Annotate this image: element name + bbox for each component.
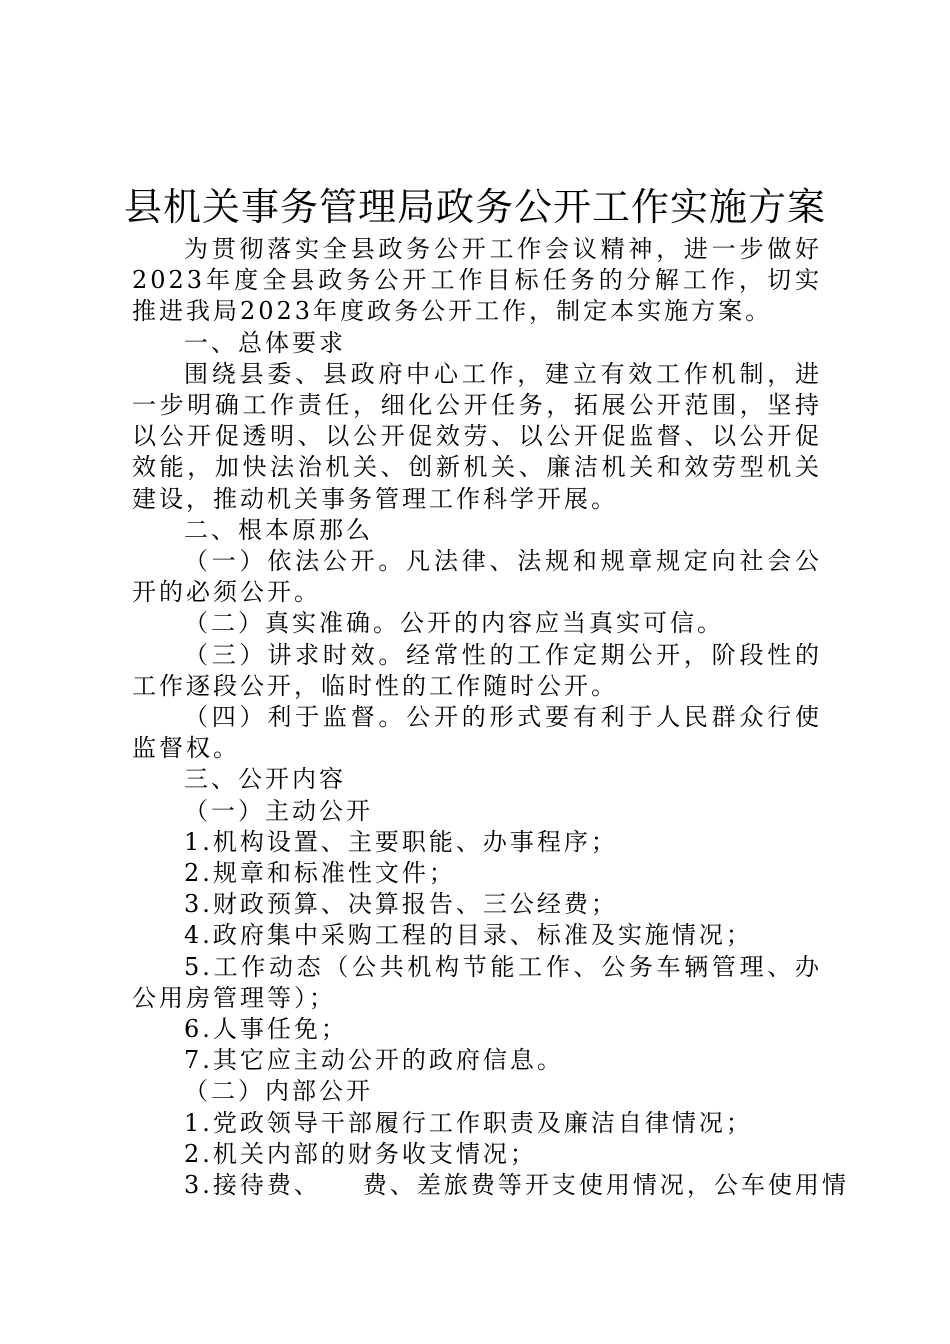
list-item: 3.财政预算、决算报告、三公经费； xyxy=(184,890,618,919)
list-item: 4.政府集中采购工程的目录、标准及实施情况； xyxy=(184,921,753,950)
document-body xyxy=(132,234,849,1201)
principle-item-accurate: （二）真实准确。公开的内容应当真实可信。 xyxy=(184,609,724,638)
principle-item-supervision: （四）利于监督。公开的形式要有利于人民群众行使监督权。 xyxy=(132,703,822,763)
list-item: 6.人事任免； xyxy=(184,1015,348,1044)
document-title: 县机关事务管理局政务公开工作实施方案 xyxy=(123,185,826,229)
section-heading-general-requirements: 一、总体要求 xyxy=(184,328,346,357)
general-requirements-paragraph: 围绕县委、县政府中心工作，建立有效工作机制，进一步明确工作责任，细化公开任务，拓展公开范围，坚持以公开促透明、以公开促效劳、以公开促监督、以公开促效能，加快法治机关、创新机关、廉洁机关和效劳型机关建设，推动机关事务管理工作科学开展。 xyxy=(132,359,822,513)
list-item: 3.接待费、 费、差旅费等开支使用情况，公车使用情 xyxy=(184,1171,849,1200)
subsection-heading-internal-disclosure: （二）内部公开 xyxy=(184,1077,373,1106)
section-heading-basic-principles: 二、根本原那么 xyxy=(184,515,373,544)
subsection-heading-active-disclosure: （一）主动公开 xyxy=(184,796,373,825)
principle-item-timely: （三）讲求时效。经常性的工作定期公开，阶段性的工作逐段公开，临时性的工作随时公开。 xyxy=(132,640,822,700)
principle-item-lawful: （一）依法公开。凡法律、法规和规章规定向社会公开的必须公开。 xyxy=(132,547,822,607)
section-heading-disclosure-content: 三、公开内容 xyxy=(184,765,346,794)
list-item: 7.其它应主动公开的政府信息。 xyxy=(184,1046,564,1075)
list-item: 1.机构设置、主要职能、办事程序； xyxy=(184,827,618,856)
list-item: 2.规章和标准性文件； xyxy=(184,859,456,888)
list-item: 5.工作动态（公共机构节能工作、公务车辆管理、办公用房管理等）； xyxy=(132,952,822,1012)
list-item: 1.党政领导干部履行工作职责及廉洁自律情况； xyxy=(184,1108,753,1137)
list-item: 2.机关内部的财务收支情况； xyxy=(184,1139,537,1168)
intro-paragraph: 为贯彻落实全县政务公开工作会议精神，进一步做好2023年度全县政务公开工作目标任务的分解工作，切实推进我局2023年度政务公开工作，制定本实施方案。 xyxy=(132,235,822,326)
